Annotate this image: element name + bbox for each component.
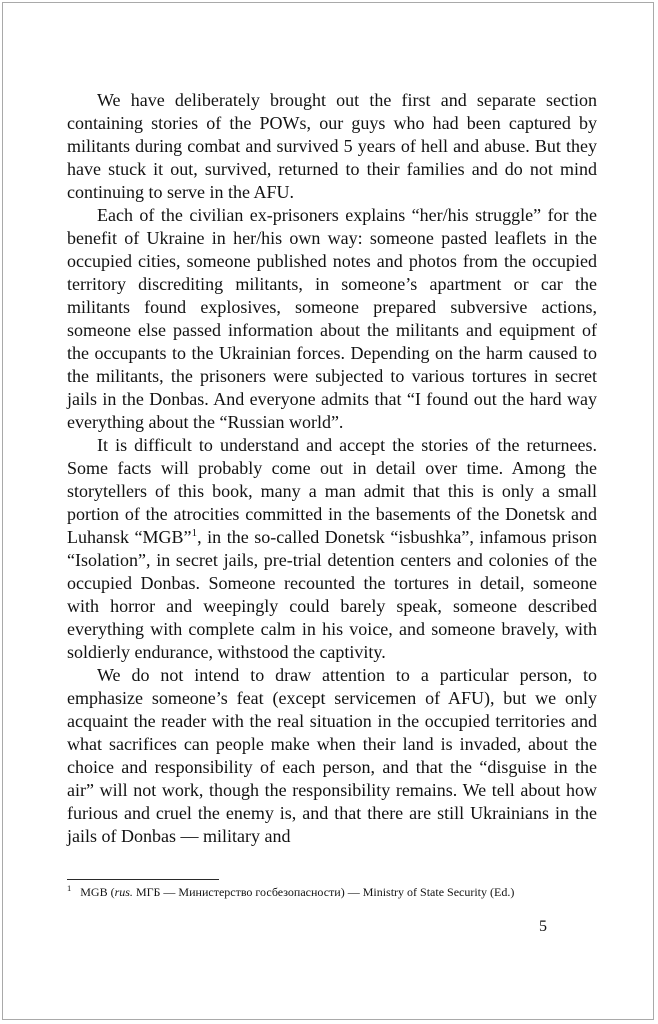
footnote-separator-rule xyxy=(67,879,219,880)
body-text xyxy=(67,89,597,848)
footnote-text-prefix: MGB ( xyxy=(80,885,115,899)
paragraph-2: Each of the civilian ex-prisoners explains “her/his struggle” for the benefit of Ukraine in her/his own way: someone pasted leaflets in the occupied cities, someone published notes and photos from the occupied territory discrediting militants, in someone’s apartment or car the militants found explosives, someone prepared subversive actions, someone else passed information about the militants and equipment of the occupants to the Ukrainian forces. Depending on the harm caused to the militants, the prisoners were subjected to various tortures in secret jails in the Donbas. And everyone admits that “I found out the hard way everything about the “Russian world”. xyxy=(67,205,597,432)
footnote-reference: 1 xyxy=(191,527,198,539)
scanned-page-border xyxy=(2,2,654,1020)
paragraph-3 xyxy=(67,434,597,664)
footnote-text-suffix: МГБ — Министерство госбезопасности) — Ministry of State Security (Ed.) xyxy=(132,885,515,899)
page-number: 5 xyxy=(539,918,547,935)
paragraph-4: We do not intend to draw attention to a particular person, to emphasize someone’s feat (except servicemen of AFU), but we only acquaint the reader with the real situation in the occupied territories and what sacrifices can people make when their land is invaded, about the choice and responsibility of each person, and that the “disguise in the air” will not work, though the responsibility remains. We tell about how furious and cruel the enemy is, and that there are still Ukrainians in the jails of Donbas — military and xyxy=(67,665,597,846)
footnote-marker: 1 xyxy=(67,883,72,893)
paragraph-1: We have deliberately brought out the first and separate section containing stories of the POWs, our guys who had been captured by militants during combat and survived 5 years of hell and abuse. But they have stuck it out, survived, returned to their families and do not mind continuing to serve in the AFU. xyxy=(67,90,597,202)
book-page xyxy=(3,3,653,1019)
paragraph-3-text-before: It is difficult to understand and accept the stories of the returnees. Some facts will probably come out in detail over time. Among the storytellers of this book, many a man admit that this is only a small portion of the atrocities committed in the basements of the Donetsk and Luhansk “MGB” xyxy=(67,435,597,547)
footnote-area xyxy=(67,879,597,900)
footnote xyxy=(67,885,597,900)
footnote-text-italic: rus. xyxy=(114,885,133,899)
paragraph-3-text-after: , in the so-called Donetsk “isbushka”, infamous prison “Isolation”, in secret jails, pre-trial detention centers and colonies of the occupied Donbas. Someone recounted the tortures in detail, someone with horror and weepingly could barely speak, someone described everything with complete calm in his voice, and someone bravely, with soldierly endurance, withstood the captivity. xyxy=(67,527,597,662)
